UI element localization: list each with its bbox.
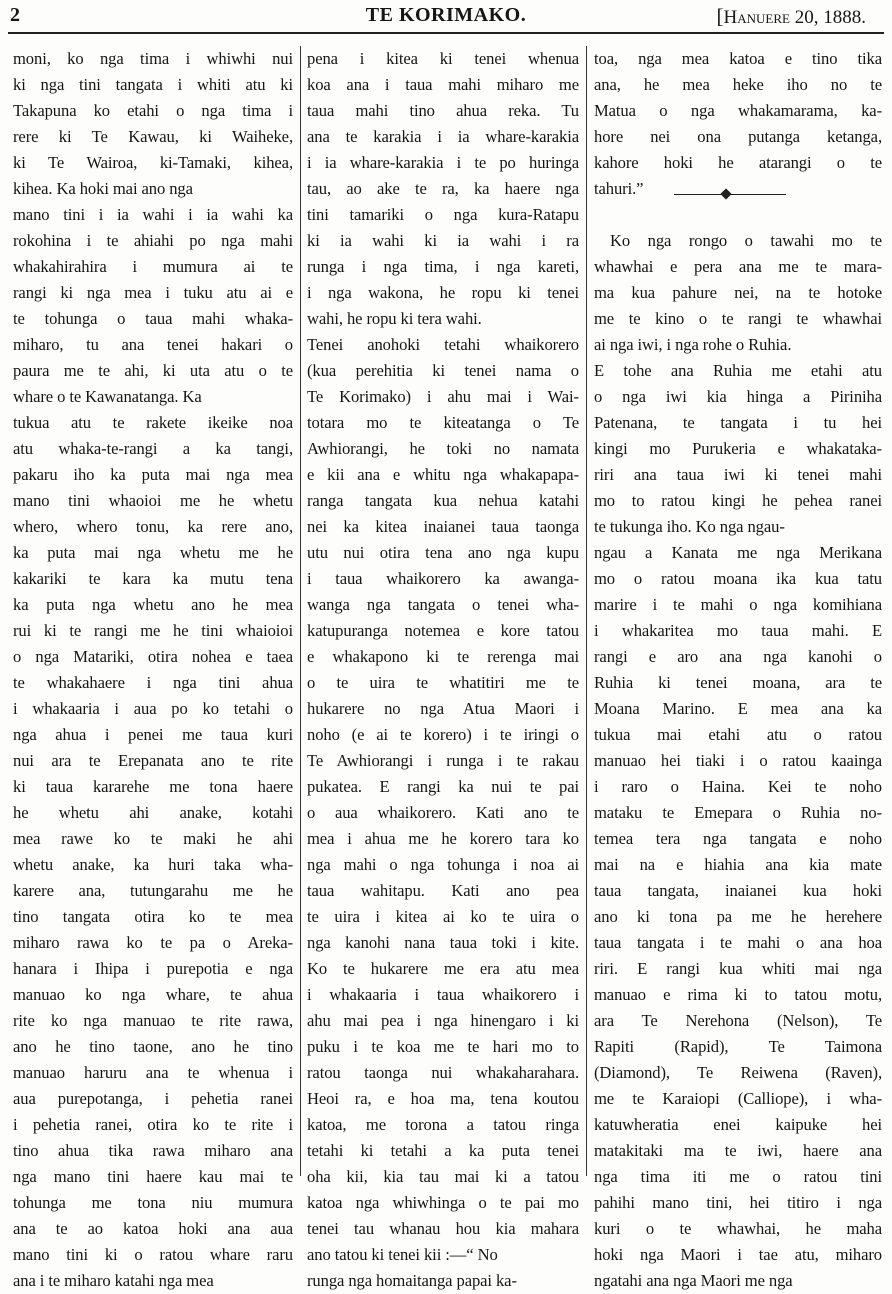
text-line: hoki nga Maori i tae atu, miharo: [594, 1245, 882, 1264]
text-line: taua mahi tino ahua reka. Tu: [307, 101, 579, 120]
text-line: kihea. Ka hoki mai ano nga: [13, 179, 193, 198]
text-line: toa, nga mea katoa e tino tika: [594, 49, 882, 68]
text-line: tenei tau whanau hou kia mahara: [307, 1219, 579, 1238]
text-line: i ia whare-karakia i te po huringa: [307, 153, 579, 172]
text-line: noho (e ai te korero) i te iringi o: [307, 725, 579, 744]
text-line: Te Korimako) i ahu mai i Wai-: [307, 387, 579, 406]
text-line: totara mo te kiteatanga o Te: [307, 413, 579, 432]
text-line: utu nui otira tena ano nga kupu: [307, 543, 579, 562]
text-line: tukua mai etahi atu o ratou: [594, 725, 882, 744]
text-line: wahi, he ropu ki tera wahi.: [307, 309, 482, 328]
text-line: tetahi ki tetahi a ka puta tenei: [307, 1141, 579, 1160]
text-line: whakahirahira i mumura ai te: [13, 257, 293, 276]
text-line: i whakaaria i aua po ko tetahi o: [13, 699, 293, 718]
text-line: Moana Marino. E mea ana ka: [594, 699, 882, 718]
text-line: whetu anake, ka huri taka wha-: [13, 855, 293, 874]
text-line: wanga nga tangata o tenei wha-: [307, 595, 579, 614]
text-line: mano tini i ia wahi i ia wahi ka: [13, 205, 293, 224]
newspaper-title: TE KORIMAKO.: [365, 4, 527, 26]
text-line: nei ka kitea inaianei taua taonga: [307, 517, 579, 536]
text-line: mea rawe ko te maki he ahi: [13, 829, 293, 848]
section-separator: [674, 194, 786, 195]
text-line: whare o te Kawanatanga. Ka: [13, 387, 202, 406]
text-line: kakariki te kara ka mutu tena: [13, 569, 293, 588]
text-line: te whakahaere i nga tini ahua: [13, 673, 293, 692]
text-line: nui ara te Erepanata ano te rite: [13, 751, 293, 770]
text-line: e kii ana e whitu nga whakapapa-: [307, 465, 579, 484]
text-line: runga nga homaitanga papai ka-: [307, 1271, 517, 1290]
text-line: te uira i kitea ai ko te uira o: [307, 907, 579, 926]
text-line: ka puta mai nga whetu me he: [13, 543, 293, 562]
text-line: kuri o te whawhai, he maha: [594, 1219, 882, 1238]
text-line: ai nga iwi, i nga rohe o Ruhia.: [594, 335, 792, 354]
text-line: hukarere no nga Atua Maori i: [307, 699, 579, 718]
text-line: Rapiti (Rapid), Te Taimona: [594, 1037, 882, 1056]
text-line: tahuri.”: [594, 179, 644, 198]
text-line: katuwheratia enei kaipuke hei: [594, 1115, 882, 1134]
text-line: ara Te Nerehona (Nelson), Te: [594, 1011, 882, 1030]
text-line: mo to ratou kingi he pehea ranei: [594, 491, 882, 510]
text-line: Te Awhiorangi i runga i te rakau: [307, 751, 579, 770]
text-line: mano tini whaoioi me he whetu: [13, 491, 293, 510]
text-line: te tukunga iho. Ko nga ngau-: [594, 517, 785, 536]
text-line: kahore hoki he atarangi o te: [594, 153, 882, 172]
text-line: rangi e aro ana nga kanohi o: [594, 647, 882, 666]
text-line: manuao haruru ana te whenua i: [13, 1063, 293, 1082]
text-line: i nga wakona, he ropu ki tenei: [307, 283, 579, 302]
text-line: mataku te Emepara o Ruhia no-: [594, 803, 882, 822]
text-line: rangi ki nga mea i tuku atu ai e: [13, 283, 293, 302]
text-line: taua wahitapu. Kati ano pea: [307, 881, 579, 900]
text-line: rui ki te rangi me he tini whaioioi: [13, 621, 293, 640]
text-line: i raro o Haina. Kei te noho: [594, 777, 882, 796]
text-line: taua tangata i te mahi o ana hoa: [594, 933, 882, 952]
text-line: Ruhia ki tenei moana, ara te: [594, 673, 882, 692]
text-line: E tohe ana Ruhia me etahi atu: [594, 361, 882, 380]
text-line: Patenana, te tangata i tu hei: [594, 413, 882, 432]
text-line: Takapuna ko etahi o nga tima i: [13, 101, 293, 120]
text-line: ki nga tini tangata i whiti atu ki: [13, 75, 293, 94]
text-line: tohunga me tona niu mumura: [13, 1193, 293, 1212]
text-line: o aua whaikorero. Kati ano te: [307, 803, 579, 822]
text-line: matakitaki ma te iwi, haere ana: [594, 1141, 882, 1160]
text-line: Ko nga rongo o tawahi mo te: [610, 231, 882, 250]
text-line: oha kii, kia tau mai ki a tatou: [307, 1167, 579, 1186]
text-line: [594, 202, 882, 228]
text-line: i whakaaria i taua whaikorero i: [307, 985, 579, 1004]
text-line: ana te karakia i ia whare-karakia: [307, 127, 579, 146]
text-line: aua purepotanga, i pehetia ranei: [13, 1089, 293, 1108]
text-line: moni, ko nga tima i whiwhi nui: [13, 49, 293, 68]
text-line: ma kua pahure nei, na te hotoke: [594, 283, 882, 302]
text-line: me te kino o te rangi te whawhai: [594, 309, 882, 328]
text-line: ka puta nga whetu ano he mea: [13, 595, 293, 614]
text-line: riri. E rangi kua whiti mai nga: [594, 959, 882, 978]
text-line: taua tangata, inaianei kua hoki: [594, 881, 882, 900]
text-line: hore nei ona putanga ketanga,: [594, 127, 882, 146]
text-line: pakaru iho ka puta mai nga mea: [13, 465, 293, 484]
text-line: tau, ao ake te ra, ka haere nga: [307, 179, 579, 198]
text-line: mo o ratou moana ika kua tatu: [594, 569, 882, 588]
text-line: whawhai e pera ana me te mara-: [594, 257, 882, 276]
text-line: hanara i Ihipa i purepotia e nga: [13, 959, 293, 978]
text-line: ranga tangata kua nehua katahi: [307, 491, 579, 510]
text-line: Ko te hukarere me era atu mea: [307, 959, 579, 978]
text-line: (kua perehitia ki tenei nama o: [307, 361, 579, 380]
text-line: mea i ahua me he korero tara ko: [307, 829, 579, 848]
text-line: he whetu ahi anake, kotahi: [13, 803, 293, 822]
text-line: paura me te ahi, ki uta atu o te: [13, 361, 293, 380]
text-line: manuao hei tiaki i o ratou kaainga: [594, 751, 882, 770]
text-line: tino ahua tika rawa miharo ana: [13, 1141, 293, 1160]
text-line: Awhiorangi, he toki no namata: [307, 439, 579, 458]
text-line: ngatahi ana nga Maori me nga: [594, 1271, 793, 1290]
text-line: puku i te koa me te hari mo to: [307, 1037, 579, 1056]
text-line: temea tera nga tangata e noho: [594, 829, 882, 848]
text-line: Tenei anohoki tetahi whaikorero: [307, 335, 579, 354]
text-line: ahu mai pea i nga hinengaro i ki: [307, 1011, 579, 1030]
text-line: ano tatou ki tenei kii :—“ No: [307, 1245, 498, 1264]
text-line: koa ana i taua mahi miharo me: [307, 75, 579, 94]
text-line: ki Te Wairoa, ki-Tamaki, kihea,: [13, 153, 293, 172]
text-line: nga kanohi nana taua toki i kite.: [307, 933, 579, 952]
text-line: te tohunga o taua mahi whaka-: [13, 309, 293, 328]
text-line: marire i te mahi o nga komihiana: [594, 595, 882, 614]
text-line: o nga Matariki, otira nohea e taea: [13, 647, 293, 666]
page-number: 2: [10, 4, 20, 26]
text-line: katupuranga notemea e kore tatou: [307, 621, 579, 640]
text-line: i pehetia ranei, otira ko te rite i: [13, 1115, 293, 1134]
text-line: Matua o nga whakamarama, ka-: [594, 101, 882, 120]
text-line: manuao e rima ki to tatou motu,: [594, 985, 882, 1004]
text-line: manuao ko nga whare, te ahua: [13, 985, 293, 1004]
text-line: tino tangata otira ko te mea: [13, 907, 293, 926]
text-line: rokohina i te ahiahi po nga mahi: [13, 231, 293, 250]
header-rule: [8, 32, 884, 34]
issue-date: [Hanuere 20, 1888.: [716, 4, 866, 28]
text-line: ratou taonga nui whakaharahara.: [307, 1063, 579, 1082]
text-line: i taua whaikorero ka awanga-: [307, 569, 579, 588]
text-line: (Diamond), Te Reiwena (Raven),: [594, 1063, 882, 1082]
text-line: tukua atu te rakete ikeike noa: [13, 413, 293, 432]
text-line: ngau a Kanata me nga Merikana: [594, 543, 882, 562]
text-line: pahihi mano tini, hei titiro i nga: [594, 1193, 882, 1212]
text-line: miharo rawa ko te pa o Areka-: [13, 933, 293, 952]
column-2: [307, 46, 579, 1290]
text-line: ana, he mea heke iho no te: [594, 75, 882, 94]
text-line: o nga iwi kia hinga a Piriniha: [594, 387, 882, 406]
text-line: nga tima iti me o ratou tini: [594, 1167, 882, 1186]
text-line: tini tamariki o nga kura-Ratapu: [307, 205, 579, 224]
text-line: ki taua kararehe me tona haere: [13, 777, 293, 796]
text-line: i whakaritea mo taua mahi. E: [594, 621, 882, 640]
text-line: riri ana taua iwi ki tenei mahi: [594, 465, 882, 484]
text-line: o te uira te whatitiri me te: [307, 673, 579, 692]
column-divider-2: [586, 46, 587, 1176]
text-line: katoa nga whiwhinga o te pai mo: [307, 1193, 579, 1212]
text-line: rite ko nga manuao te rite rawa,: [13, 1011, 293, 1030]
text-line: atu whaka-te-rangi a ka tangi,: [13, 439, 293, 458]
text-line: ki ia wahi ki ia wahi i ra: [307, 231, 579, 250]
text-line: miharo, tu ana tenei hakari o: [13, 335, 293, 354]
text-line: nga mahi o nga tohunga i noa ai: [307, 855, 579, 874]
text-line: pena i kitea ki tenei whenua: [307, 49, 579, 68]
text-line: kingi mo Purukeria e whakataka-: [594, 439, 882, 458]
text-line: katoa, me torona a tatou ringa: [307, 1115, 579, 1134]
issue-date-text: Hanuere 20, 1888.: [723, 7, 866, 28]
text-line: ano ki tona pa me he herehere: [594, 907, 882, 926]
column-1: [13, 46, 293, 1290]
column-divider-1: [300, 46, 301, 1176]
text-line: ana i te miharo katahi nga mea: [13, 1271, 214, 1290]
text-line: e whakapono ki te rerenga mai: [307, 647, 579, 666]
text-line: ana te ao katoa hoki ana aua: [13, 1219, 293, 1238]
text-line: runga i nga tima, i nga kareti,: [307, 257, 579, 276]
text-line: ano he tino taone, ano he tino: [13, 1037, 293, 1056]
text-line: pukatea. E rangi ka nui te pai: [307, 777, 579, 796]
column-3: [594, 46, 882, 1290]
text-line: karere ana, tutungarahu me he: [13, 881, 293, 900]
page-header: [0, 0, 892, 34]
text-line: whero, whero tonu, ka rere ano,: [13, 517, 293, 536]
text-line: me te Karaiopi (Calliope), i wha-: [594, 1089, 882, 1108]
text-line: mano tini ki o ratou whare raru: [13, 1245, 293, 1264]
text-line: rere ki Te Kawau, ki Waiheke,: [13, 127, 293, 146]
text-line: Heoi ra, e hoa ma, tena koutou: [307, 1089, 579, 1108]
text-line: mai na e hiahia ana kia mate: [594, 855, 882, 874]
text-line: nga mano tini haere kau mai te: [13, 1167, 293, 1186]
text-line: nga ahua i penei me taua kuri: [13, 725, 293, 744]
